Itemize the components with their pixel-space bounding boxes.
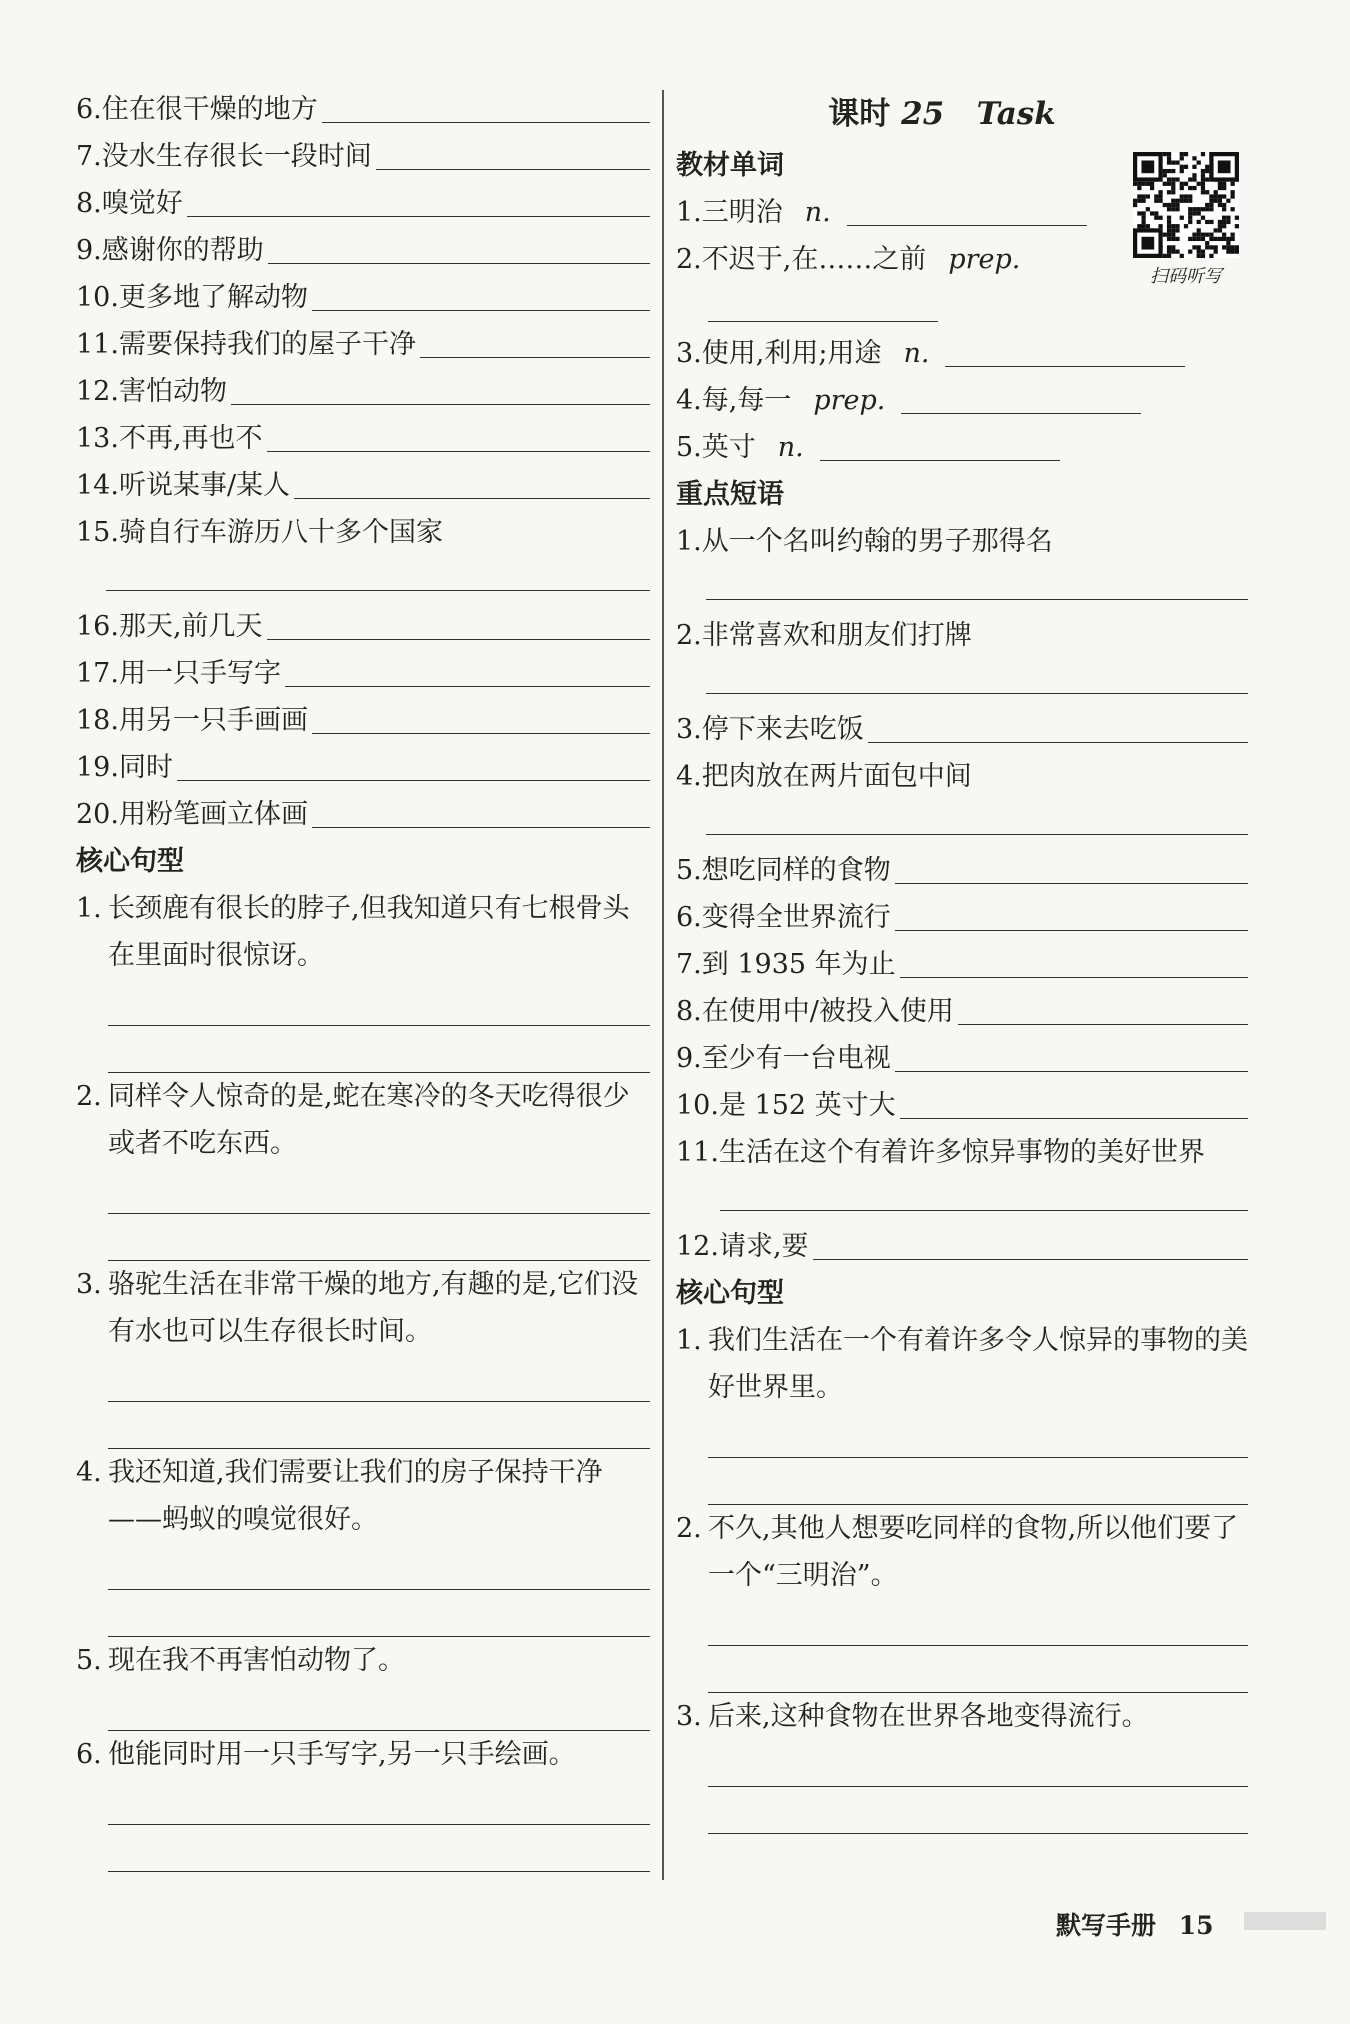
phrase-text: 11.生活在这个有着许多惊异事物的美好世界 bbox=[676, 1137, 1205, 1168]
lesson-title bbox=[636, 86, 1248, 142]
phrase-item bbox=[676, 988, 1248, 1035]
sentence-text: 不久,其他人想要吃同样的食物,所以他们要了一个“三明治”。 bbox=[708, 1513, 1239, 1591]
phrase-text: 4.把肉放在两片面包中间 bbox=[676, 761, 972, 792]
answer-line[interactable] bbox=[177, 779, 650, 781]
answer-line[interactable] bbox=[108, 1825, 650, 1872]
phrase-item bbox=[76, 227, 650, 274]
answer-line[interactable] bbox=[294, 497, 650, 499]
phrase-text: 3.停下来去吃饭 bbox=[676, 714, 864, 745]
sentence-number: 2. bbox=[76, 1081, 102, 1112]
phrase-item bbox=[676, 941, 1248, 988]
answer-line[interactable] bbox=[708, 1740, 1248, 1787]
phrase-item bbox=[76, 180, 650, 227]
phrase-text: 10.是 152 英寸大 bbox=[676, 1090, 896, 1121]
phrase-item bbox=[76, 744, 650, 791]
word-text: 4.每,每一 bbox=[676, 385, 792, 416]
phrase-item bbox=[676, 612, 1248, 706]
answer-line[interactable] bbox=[708, 283, 938, 322]
answer-line[interactable] bbox=[895, 882, 1248, 884]
phrase-item bbox=[676, 706, 1248, 753]
phrase-text: 17.用一只手写字 bbox=[76, 658, 281, 689]
phrase-text: 15.骑自行车游历八十多个国家 bbox=[76, 517, 443, 548]
phrase-text: 11.需要保持我们的屋子干净 bbox=[76, 329, 416, 360]
page-number: 15 bbox=[1178, 1911, 1214, 1940]
lesson-prefix: 课时 bbox=[828, 96, 891, 132]
answer-line[interactable] bbox=[108, 1543, 650, 1590]
phrase-text: 19.同时 bbox=[76, 752, 173, 783]
answer-line[interactable] bbox=[376, 168, 650, 170]
answer-line[interactable] bbox=[708, 1411, 1248, 1458]
answer-line[interactable] bbox=[706, 693, 1248, 694]
word-item bbox=[676, 377, 1248, 424]
phrase-item bbox=[676, 518, 1248, 612]
sentence-number: 6. bbox=[76, 1739, 102, 1770]
answer-line[interactable] bbox=[312, 732, 650, 734]
sentence-item bbox=[676, 1505, 1248, 1693]
phrase-item bbox=[76, 509, 650, 603]
left-sentences-heading: 核心句型 bbox=[76, 846, 184, 877]
word-text: 5.英寸 bbox=[676, 432, 756, 463]
left-phrase-list bbox=[76, 86, 650, 838]
phrase-text: 8.在使用中/被投入使用 bbox=[676, 996, 954, 1027]
answer-line[interactable] bbox=[706, 599, 1248, 600]
phrase-text: 10.更多地了解动物 bbox=[76, 282, 308, 313]
sentence-item bbox=[676, 1317, 1248, 1505]
word-pos: prep. bbox=[813, 385, 886, 416]
answer-line[interactable] bbox=[108, 1778, 650, 1825]
phrase-text: 20.用粉笔画立体画 bbox=[76, 799, 308, 830]
sentence-text: 后来,这种食物在世界各地变得流行。 bbox=[708, 1701, 1149, 1732]
answer-line[interactable] bbox=[945, 365, 1185, 367]
phrase-text: 7.没水生存很长一段时间 bbox=[76, 141, 372, 172]
answer-line[interactable] bbox=[900, 1117, 1248, 1119]
sentence-item bbox=[676, 1693, 1248, 1834]
answer-line[interactable] bbox=[108, 1214, 650, 1261]
answer-line[interactable] bbox=[895, 929, 1248, 931]
phrase-item bbox=[676, 1082, 1248, 1129]
phrase-item bbox=[76, 697, 650, 744]
answer-line[interactable] bbox=[108, 1167, 650, 1214]
answer-line[interactable] bbox=[820, 459, 1060, 461]
phrase-item bbox=[76, 133, 650, 180]
phrase-item bbox=[76, 86, 650, 133]
sentence-item bbox=[76, 1449, 650, 1637]
phrase-item bbox=[76, 274, 650, 321]
phrase-item bbox=[676, 847, 1248, 894]
word-pos: n. bbox=[777, 432, 804, 463]
answer-line[interactable] bbox=[312, 309, 650, 311]
word-item bbox=[676, 330, 1248, 377]
sentence-number: 1. bbox=[76, 893, 102, 924]
answer-line[interactable] bbox=[108, 1684, 650, 1731]
answer-line[interactable] bbox=[868, 741, 1248, 743]
sentence-text: 骆驼生活在非常干燥的地方,有趣的是,它们没有水也可以生存很长时间。 bbox=[108, 1269, 639, 1347]
phrase-text: 2.非常喜欢和朋友们打牌 bbox=[676, 620, 972, 651]
word-list bbox=[676, 189, 1248, 471]
answer-line[interactable] bbox=[231, 403, 650, 405]
answer-line[interactable] bbox=[108, 1590, 650, 1637]
phrase-text: 8.嗅觉好 bbox=[76, 188, 183, 219]
answer-line[interactable] bbox=[958, 1023, 1248, 1025]
phrase-text: 12.请求,要 bbox=[676, 1231, 809, 1262]
sentence-text: 现在我不再害怕动物了。 bbox=[108, 1645, 405, 1676]
answer-line[interactable] bbox=[108, 1355, 650, 1402]
phrase-text: 9.感谢你的帮助 bbox=[76, 235, 264, 266]
sentence-text: 同样令人惊奇的是,蛇在寒冷的冬天吃得很少或者不吃东西。 bbox=[108, 1081, 630, 1159]
answer-line[interactable] bbox=[708, 1646, 1248, 1693]
answer-line[interactable] bbox=[187, 215, 650, 217]
answer-line[interactable] bbox=[847, 224, 1087, 226]
left-column bbox=[76, 86, 650, 1872]
word-item bbox=[676, 424, 1248, 471]
phrase-text: 6.变得全世界流行 bbox=[676, 902, 891, 933]
sentence-text: 我们生活在一个有着许多令人惊异的事物的美好世界里。 bbox=[708, 1325, 1248, 1403]
answer-line[interactable] bbox=[106, 590, 650, 591]
word-text: 1.三明治 bbox=[676, 197, 783, 228]
right-sentences-heading: 核心句型 bbox=[676, 1278, 784, 1309]
answer-line[interactable] bbox=[268, 262, 650, 264]
phrase-item bbox=[76, 321, 650, 368]
word-pos: prep. bbox=[948, 244, 1021, 275]
answer-line[interactable] bbox=[720, 1210, 1248, 1211]
answer-line[interactable] bbox=[706, 834, 1248, 835]
word-text: 2.不迟于,在……之前 bbox=[676, 244, 927, 275]
phrase-text: 7.到 1935 年为止 bbox=[676, 949, 896, 980]
sentence-item bbox=[76, 1261, 650, 1449]
phrase-text: 14.听说某事/某人 bbox=[76, 470, 291, 501]
phrase-text: 9.至少有一台电视 bbox=[676, 1043, 891, 1074]
word-row bbox=[676, 236, 1248, 283]
left-sentence-list bbox=[76, 885, 650, 1872]
word-pos: n. bbox=[804, 197, 831, 228]
footer-decoration bbox=[1244, 1912, 1326, 1930]
sentence-number: 2. bbox=[676, 1513, 702, 1544]
answer-line[interactable] bbox=[420, 356, 650, 358]
answer-line[interactable] bbox=[267, 450, 650, 452]
sentence-text: 长颈鹿有很长的脖子,但我知道只有七根骨头在里面时很惊讶。 bbox=[108, 893, 630, 971]
phrase-item bbox=[676, 753, 1248, 847]
answer-line[interactable] bbox=[322, 121, 650, 123]
phrase-item bbox=[76, 415, 650, 462]
sentence-number: 4. bbox=[76, 1457, 102, 1488]
answer-line[interactable] bbox=[900, 976, 1248, 978]
answer-line[interactable] bbox=[901, 412, 1141, 414]
phrase-text: 16.那天,前几天 bbox=[76, 611, 263, 642]
answer-line[interactable] bbox=[108, 1402, 650, 1449]
answer-line[interactable] bbox=[895, 1070, 1248, 1072]
phrase-item bbox=[76, 603, 650, 650]
answer-line[interactable] bbox=[813, 1258, 1248, 1260]
answer-line[interactable] bbox=[285, 685, 650, 687]
phrase-item bbox=[676, 1035, 1248, 1082]
words-heading: 教材单词 bbox=[676, 150, 784, 181]
word-pos: n. bbox=[903, 338, 930, 369]
column-divider bbox=[662, 90, 664, 1880]
right-phrase-list bbox=[676, 518, 1248, 1270]
word-item bbox=[676, 189, 1248, 236]
sentence-item bbox=[76, 1637, 650, 1731]
right-sentence-list bbox=[676, 1317, 1248, 1834]
sentence-text: 我还知道,我们需要让我们的房子保持干净——蚂蚁的嗅觉很好。 bbox=[108, 1457, 603, 1535]
book-name: 默写手册 bbox=[1056, 1911, 1157, 1940]
phrase-item bbox=[676, 1129, 1248, 1223]
sentence-item bbox=[76, 1731, 650, 1872]
answer-line[interactable] bbox=[267, 638, 650, 640]
answer-line[interactable] bbox=[708, 1458, 1248, 1505]
sentence-item bbox=[76, 885, 650, 1073]
answer-line[interactable] bbox=[708, 1599, 1248, 1646]
answer-line[interactable] bbox=[708, 1787, 1248, 1834]
sentence-number: 3. bbox=[76, 1269, 102, 1300]
sentence-number: 1. bbox=[676, 1325, 702, 1356]
phrase-item bbox=[676, 1223, 1248, 1270]
phrase-text: 1.从一个名叫约翰的男子那得名 bbox=[676, 526, 1053, 557]
qr-caption: 扫码听写 bbox=[1150, 266, 1222, 287]
answer-line[interactable] bbox=[312, 826, 650, 828]
phrase-text: 18.用另一只手画画 bbox=[76, 705, 308, 736]
lesson-name: Task bbox=[976, 96, 1056, 132]
sentence-text: 他能同时用一只手写字,另一只手绘画。 bbox=[108, 1739, 576, 1770]
phrase-text: 13.不再,再也不 bbox=[76, 423, 263, 454]
word-item bbox=[676, 236, 1248, 330]
sentence-item bbox=[76, 1073, 650, 1261]
page-footer bbox=[1056, 1906, 1214, 1942]
answer-line[interactable] bbox=[108, 979, 650, 1026]
answer-line[interactable] bbox=[108, 1026, 650, 1073]
phrase-text: 6.住在很干燥的地方 bbox=[76, 94, 318, 125]
word-text: 3.使用,利用;用途 bbox=[676, 338, 882, 369]
phrases-heading: 重点短语 bbox=[676, 479, 784, 510]
sentence-number: 3. bbox=[676, 1701, 702, 1732]
phrase-item bbox=[676, 894, 1248, 941]
right-column bbox=[676, 86, 1248, 1834]
phrase-text: 5.想吃同样的食物 bbox=[676, 855, 891, 886]
phrase-item bbox=[76, 462, 650, 509]
phrase-item bbox=[76, 650, 650, 697]
phrase-item bbox=[76, 791, 650, 838]
lesson-number: 25 bbox=[901, 96, 945, 132]
phrase-text: 12.害怕动物 bbox=[76, 376, 227, 407]
sentence-number: 5. bbox=[76, 1645, 102, 1676]
phrase-item bbox=[76, 368, 650, 415]
